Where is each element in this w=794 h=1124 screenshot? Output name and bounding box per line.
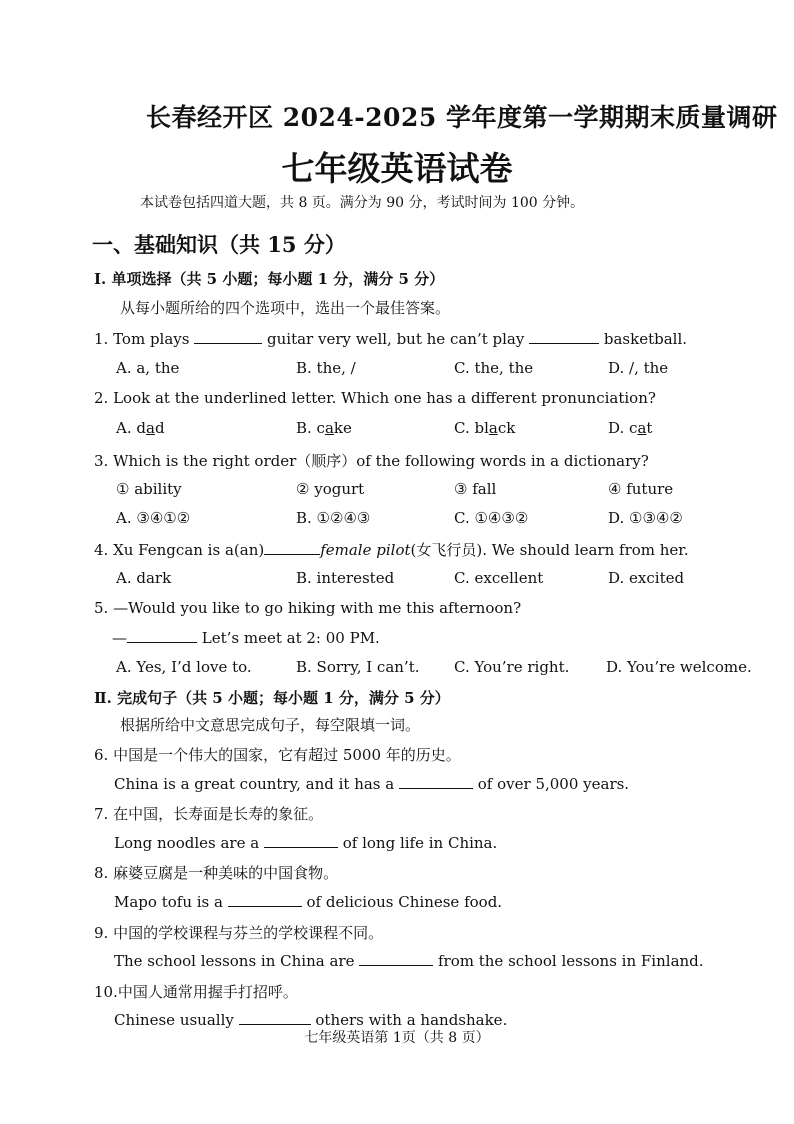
question-2-option-d[interactable] [608, 419, 652, 437]
question-4-text-a: 4. Xu Fengcan is a(an) [94, 541, 265, 559]
question-1-text-c: basketball. [599, 330, 688, 348]
question-5-line-1: 5. —Would you like to go hiking with me this afternoon? [94, 599, 522, 617]
page-footer: 七年级英语第 1页（共 8 页） [304, 1030, 490, 1046]
question-7-blank[interactable] [264, 833, 338, 848]
question-4-blank[interactable] [264, 540, 320, 555]
question-3-word-2: ② yogurt [296, 480, 365, 498]
question-1 [94, 329, 687, 348]
question-2-option-a-underlined: a [145, 419, 155, 437]
question-2-option-b-post: ke [333, 419, 352, 437]
question-9-chinese: 9. 中国的学校课程与芬兰的学校课程不同。 [94, 924, 384, 942]
question-2-option-b-underlined: a [324, 419, 334, 437]
question-7-chinese: 7. 在中国，长寿面是长寿的象征。 [94, 805, 324, 823]
question-2-option-b-pre: B. c [296, 419, 325, 437]
question-7-text-b: of long life in China. [337, 834, 498, 852]
question-8-text-a: Mapo tofu is a [114, 893, 228, 911]
question-10-chinese: 10.中国人通常用握手打招呼。 [94, 983, 298, 1001]
question-1-blank-1[interactable] [194, 329, 262, 344]
question-5-option-c[interactable]: C. You’re right. [454, 658, 570, 676]
question-5-option-a[interactable]: A. Yes, I’d love to. [116, 658, 252, 676]
question-5-option-b[interactable]: B. Sorry, I can’t. [296, 658, 420, 676]
question-5-dash: — [112, 629, 127, 647]
question-6-text-b: of over 5,000 years. [473, 775, 630, 793]
exam-title-line2: 七年级英语试卷 [281, 149, 513, 188]
question-4-option-c[interactable]: C. excellent [454, 569, 544, 587]
question-2-option-a[interactable] [116, 419, 165, 437]
question-2-option-d-post: t [646, 419, 653, 437]
question-8-english [114, 892, 502, 911]
question-3: 3. Which is the right order（顺序）of the following words in a dictionary? [94, 452, 649, 470]
question-1-option-c[interactable]: C. the, the [454, 359, 534, 377]
question-3-word-4: ④ future [608, 480, 674, 498]
question-3-option-b[interactable]: B. ①②④③ [296, 509, 371, 527]
question-6-chinese: 6. 中国是一个伟大的国家，它有超过 5000 年的历史。 [94, 746, 461, 764]
question-3-option-d[interactable]: D. ①③④② [608, 509, 683, 527]
question-7-english [114, 833, 497, 852]
question-1-text-a: 1. Tom plays [94, 330, 195, 348]
section-heading-basic-knowledge: 一、基础知识（共 15 分） [92, 232, 346, 257]
question-2-option-a-pre: A. d [116, 419, 146, 437]
part1-heading: Ⅰ. 单项选择（共 5 小题；每小题 1 分，满分 5 分） [94, 270, 445, 288]
question-2: 2. Look at the underlined letter. Which one has a different pronunciation? [94, 389, 656, 407]
question-5-line-2 [112, 628, 380, 647]
question-3-option-c[interactable]: C. ①④③② [454, 509, 529, 527]
question-2-option-d-pre: D. c [608, 419, 638, 437]
question-2-option-c-pre: C. bl [454, 419, 489, 437]
question-8-blank[interactable] [228, 892, 302, 907]
question-6-text-a: China is a great country, and it has a [114, 775, 399, 793]
question-4-option-b[interactable]: B. interested [296, 569, 395, 587]
question-4-text-c: (女飞行员). We should learn from her. [410, 541, 689, 559]
question-4 [94, 539, 689, 560]
question-9-text-a: The school lessons in China are [114, 952, 360, 970]
question-2-option-c-post: ck [497, 419, 516, 437]
question-1-blank-2[interactable] [529, 329, 599, 344]
question-1-option-a[interactable]: A. a, the [116, 359, 180, 377]
question-1-text-b: guitar very well, but he can’t play [262, 330, 530, 348]
question-10-text-b: others with a handshake. [310, 1011, 508, 1029]
part2-instruction: 根据所给中文意思完成句子，每空限填一词。 [120, 716, 421, 734]
question-5-text-b: Let’s meet at 2: 00 PM. [197, 629, 380, 647]
question-9-english [114, 951, 704, 970]
question-3-option-a[interactable]: A. ③④①② [116, 509, 191, 527]
question-9-blank[interactable] [359, 951, 433, 966]
question-3-word-1: ① ability [116, 480, 182, 498]
question-10-blank[interactable] [239, 1010, 311, 1025]
question-8-chinese: 8. 麻婆豆腐是一种美味的中国食物。 [94, 864, 339, 882]
part2-heading: Ⅱ. 完成句子（共 5 小题；每小题 1 分，满分 5 分） [94, 689, 450, 707]
question-5-blank[interactable] [127, 628, 197, 643]
question-4-option-a[interactable]: A. dark [116, 569, 172, 587]
question-10-text-a: Chinese usually [114, 1011, 239, 1029]
question-7-text-a: Long noodles are a [114, 834, 264, 852]
question-3-word-3: ③ fall [454, 480, 497, 498]
question-6-blank[interactable] [399, 774, 473, 789]
question-2-option-d-underlined: a [637, 419, 647, 437]
question-1-option-d[interactable]: D. /, the [608, 359, 669, 377]
exam-title-line1: 长春经开区 2024-2025 学年度第一学期期末质量调研 [146, 103, 778, 132]
question-4-term: female pilot [320, 541, 411, 559]
question-5-option-d[interactable]: D. You’re welcome. [606, 658, 752, 676]
question-1-option-b[interactable]: B. the, / [296, 359, 356, 377]
question-2-option-c-underlined: a [488, 419, 498, 437]
question-8-text-b: of delicious Chinese food. [301, 893, 503, 911]
question-4-option-d[interactable]: D. excited [608, 569, 685, 587]
question-2-option-c[interactable] [454, 419, 515, 437]
part1-instruction: 从每小题所给的四个选项中，选出一个最佳答案。 [120, 299, 451, 317]
question-2-option-b[interactable] [296, 419, 352, 437]
question-9-text-b: from the school lessons in Finland. [433, 952, 704, 970]
question-2-option-a-post: d [154, 419, 165, 437]
question-6-english [114, 774, 629, 793]
exam-note: 本试卷包括四道大题，共 8 页。满分为 90 分，考试时间为 100 分钟。 [140, 195, 585, 211]
